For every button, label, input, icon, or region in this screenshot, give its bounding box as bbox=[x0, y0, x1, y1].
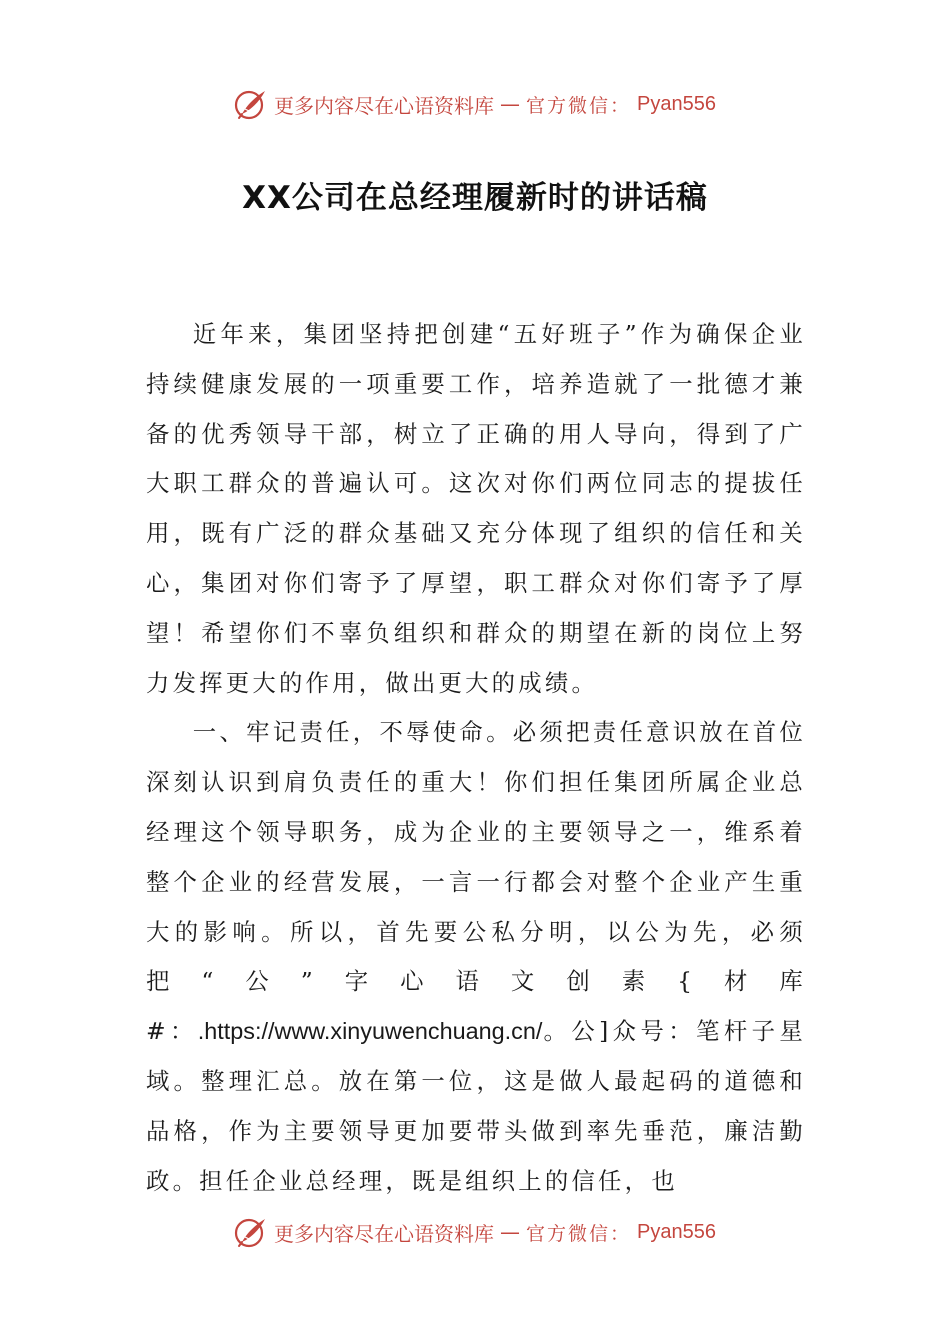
banner-wechat-label: 官方微信： bbox=[526, 1222, 632, 1245]
banner-wechat-label: 官方微信： bbox=[526, 94, 632, 117]
document-body bbox=[146, 310, 806, 1206]
footer-banner bbox=[0, 1212, 950, 1252]
paragraph-2-part-a: 一、牢记责任，不辱使命。必须把责任意识放在首位深刻认识到肩负责任的重大！你们担任集团所属企业总经理这个领导职务，成为企业的主要领导之一，维系着整个企业的经营发展，一言一行都会对整个企业产生重大的影响。所以，首先要公私分明，以公为先，必须把“公”字心语文创素{材库#： bbox=[146, 718, 806, 1046]
quill-pen-logo-icon bbox=[234, 1215, 268, 1249]
source-url: .https://www.xinyuwenchuang.cn/ bbox=[197, 1018, 543, 1045]
banner-wechat-id: Pyan556 bbox=[637, 1220, 716, 1243]
paragraph-1: 近年来，集团坚持把创建“五好班子”作为确保企业持续健康发展的一项重要工作，培养造就了一批德才兼备的优秀领导干部，树立了正确的用人导向，得到了广大职工群众的普遍认可。这次对你们两位同志的提拔任用，既有广泛的群众基础又充分体现了组织的信任和关心，集团对你们寄予了厚望，职工群众对你们寄予了厚望！希望你们不辜负组织和群众的期望在新的岗位上努力发挥更大的作用，做出更大的成绩。 bbox=[146, 320, 806, 697]
paragraph-2 bbox=[146, 708, 806, 1206]
header-banner bbox=[0, 84, 950, 124]
document-title: XX公司在总经理履新时的讲话稿 bbox=[242, 180, 708, 216]
banner-prefix: 更多内容尽在心语资料库 bbox=[274, 1221, 494, 1246]
paragraph-2-part-b: 。公]众号：笔杆子星域。整理汇总。放在第一位，这是做人最起码的道德和品格，作为主要领导更加要带头做到率先垂范，廉洁勤政。担任企业总经理，既是组织上的信任，也 bbox=[146, 1017, 807, 1195]
banner-dash: — bbox=[500, 1220, 520, 1244]
banner-wechat-id: Pyan556 bbox=[637, 92, 716, 115]
banner-prefix: 更多内容尽在心语资料库 bbox=[274, 93, 494, 118]
banner-dash: — bbox=[500, 92, 520, 116]
quill-pen-logo-icon bbox=[234, 87, 268, 121]
